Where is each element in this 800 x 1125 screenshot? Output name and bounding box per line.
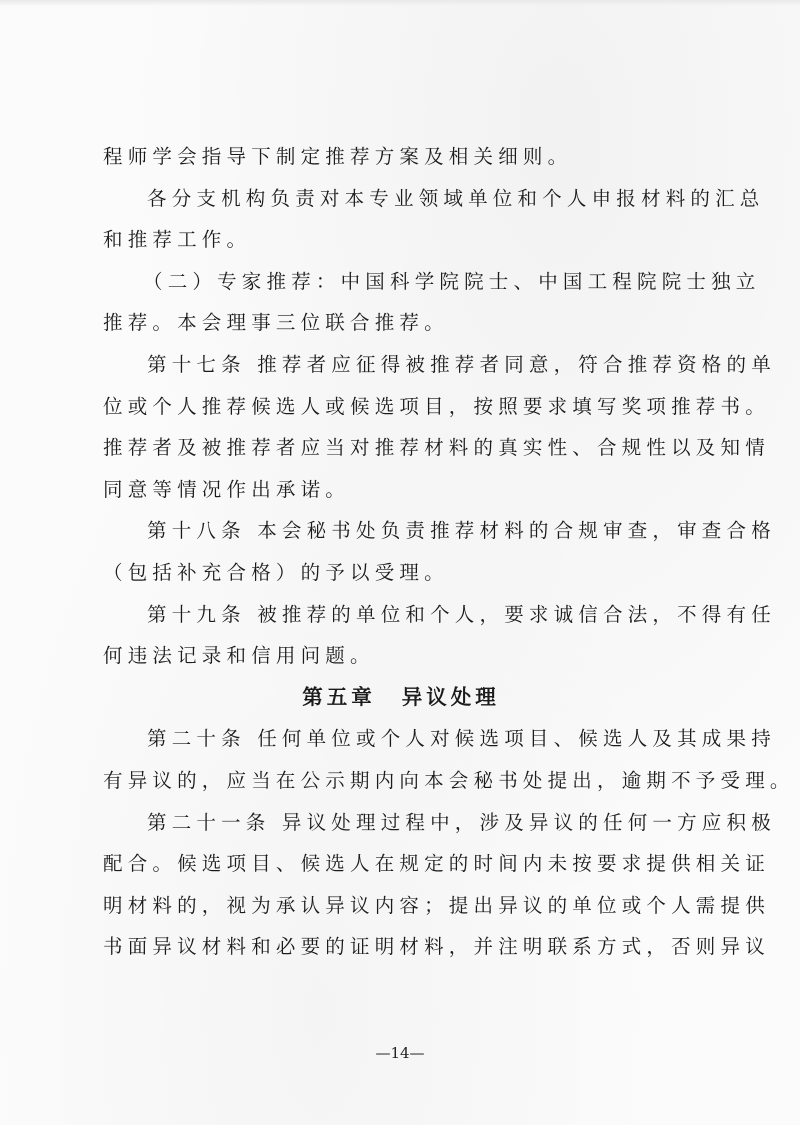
text-line: （包括补充合格）的予以受理。	[103, 560, 449, 584]
text-line: 配合。候选项目、候选人在规定的时间内未按要求提供相关证	[103, 852, 770, 876]
page-number: —14—	[375, 1044, 425, 1062]
article-18-line: 第十八条 本会秘书处负责推荐材料的合规审查，审查合格	[147, 519, 776, 543]
text-line: 推荐者及被推荐者应当对推荐材料的真实性、合规性以及知情	[103, 436, 770, 460]
article-19-line: 第十九条 被推荐的单位和个人，要求诚信合法，不得有任	[147, 602, 776, 626]
text-line: 推荐。本会理事三位联合推荐。	[103, 311, 449, 335]
chapter-number: 第五章	[302, 684, 376, 709]
text-line: 何违法记录和信用问题。	[103, 644, 375, 668]
text-line: 明材料的，视为承认异议内容；提出异议的单位或个人需提供	[103, 893, 770, 917]
text-line: 程师学会指导下制定推荐方案及相关细则。	[103, 145, 573, 168]
chapter-title: 异议处理	[401, 684, 500, 709]
article-20-line: 第二十条 任何单位或个人对候选项目、候选人及其成果持	[147, 727, 776, 751]
text-line: 各分支机构负责对本专业领域单位和个人申报材料的汇总	[147, 186, 765, 210]
document-body	[103, 136, 795, 968]
text-line: 和推荐工作。	[103, 228, 252, 252]
text-line: 有异议的，应当在公示期内向本会秘书处提出，逾期不予受理。	[103, 768, 795, 792]
text-line: 同意等情况作出承诺。	[103, 477, 351, 501]
chapter-heading	[103, 677, 699, 719]
article-21-line: 第二十一条 异议处理过程中，涉及异议的任何一方应积极	[147, 810, 776, 834]
text-line: 书面异议材料和必要的证明材料，并注明联系方式，否则异议	[103, 935, 770, 959]
text-line: （二）专家推荐：中国科学院院士、中国工程院院士独立	[143, 269, 761, 293]
scan-edge-shadow	[0, 0, 800, 6]
article-17-line: 第十七条 推荐者应征得被推荐者同意，符合推荐资格的单	[147, 352, 776, 376]
text-line: 位或个人推荐候选人或候选项目，按照要求填写奖项推荐书。	[103, 394, 770, 418]
